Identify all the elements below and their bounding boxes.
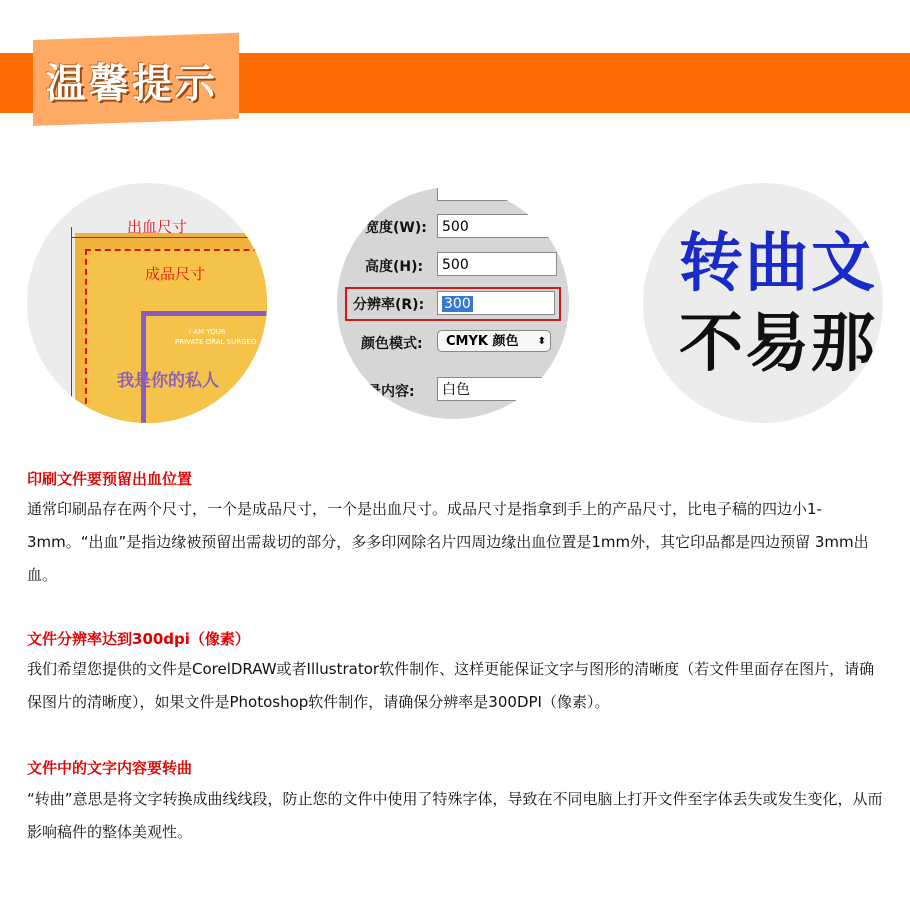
section-body: 我们希望您提供的文件是CorelDRAW或者Illustrator软件制作、这样更能保证文字与图形的清晰度（若文件里面存在图片，请确保图片的清晰度），如果文件是Photoshop软件制作，请确保分辨率是300DPI（像素）。 [27, 660, 875, 711]
outlined-text-line: 转曲文 [679, 227, 877, 301]
width-field[interactable]: 500 [437, 214, 557, 238]
section-heading: 印刷文件要预留出血位置 [27, 470, 193, 488]
bleed-size-label: 出血尺寸 [127, 218, 188, 236]
dimension-line [71, 237, 267, 238]
dimension-line [71, 227, 72, 423]
width-label: 宽度(W): [365, 220, 427, 236]
outlined-text-line: 不易那 [679, 307, 877, 381]
outlined-text-illustration [643, 183, 883, 423]
resolution-label: 分辨率(R): [353, 297, 425, 313]
resolution-dialog-illustration [337, 187, 569, 419]
color-mode-label: 颜色模式: [361, 336, 423, 352]
color-mode-value: CMYK 颜色 [446, 334, 519, 349]
final-size-label: 成品尺寸 [145, 265, 206, 283]
resolution-value: 300 [444, 296, 471, 312]
chevron-updown-icon: ⬍ [537, 336, 546, 347]
section-heading: 文件中的文字内容要转曲 [27, 759, 193, 777]
height-field[interactable] [437, 252, 557, 276]
height-value: 500 [442, 257, 469, 273]
section-body: “转曲”意思是将文字转换成曲线线段，防止您的文件中使用了特殊字体，导致在不同电脑上打开文件至字体丢失或发生变化，从而影响稿件的整体美观性。 [27, 790, 883, 841]
sample-text: 我是你的私人 [117, 371, 219, 391]
sample-caption-line: I AM YOUR [189, 328, 226, 336]
cropped-field [437, 187, 557, 201]
section-heading: 文件分辨率达到300dpi（像素） [27, 630, 250, 648]
height-label: 高度(H): [365, 259, 424, 275]
bleed-illustration [27, 183, 267, 423]
sample-caption [175, 327, 257, 347]
background-label: 景内容: [367, 384, 415, 400]
color-mode-select[interactable] [437, 330, 551, 352]
section-body: 通常印刷品存在两个尺寸，一个是成品尺寸，一个是出血尺寸。成品尺寸是指拿到手上的产品尺寸，比电子稿的四边小1-3mm。“出血”是指边缘被预留出需裁切的部分，多多印网除名片四周边缘出血位置是1mm外，其它印品都是四边预留 3mm出血。 [27, 500, 869, 584]
resolution-field[interactable] [437, 291, 555, 315]
page-title: 温馨提示 [46, 61, 218, 107]
background-field[interactable]: 白色 [437, 377, 555, 401]
sample-caption-line: PRIVATE ORAL SURGEO [175, 338, 257, 346]
